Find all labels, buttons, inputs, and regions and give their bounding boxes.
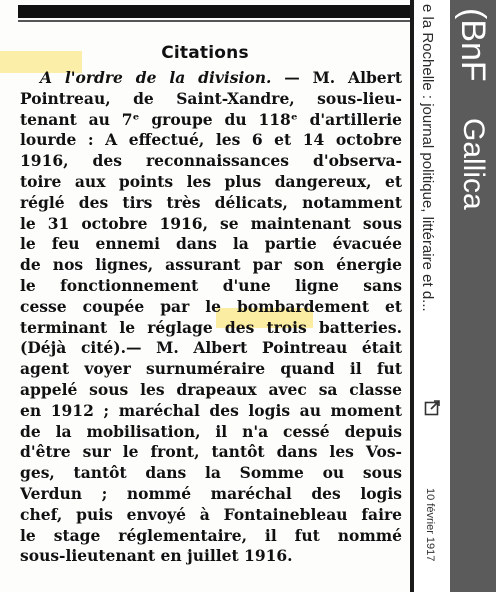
article-line: cesse coupée par le bombardement et: [20, 296, 402, 316]
article-line-1-rest: — M. Albert: [271, 68, 402, 87]
article-line: de nos lignes, assurant par son énergie: [20, 255, 402, 275]
article-line: terminant le réglage des trois batteries.: [20, 317, 402, 337]
article-title: Citations: [161, 43, 249, 63]
bnf-logo[interactable]: (BnF: [454, 8, 492, 82]
article-line: appelé sous les drapeaux avec sa classe: [20, 379, 402, 399]
header-rule-thin: [18, 20, 410, 22]
article-line: le fonctionnement d'une ligne sans: [20, 275, 402, 295]
article-line: le 31 octobre 1916, se maintenant sous: [20, 213, 402, 233]
article-line: Pointreau, de Saint-Xandre, sous-lieu-: [20, 88, 402, 108]
issue-date: 10 février 1917: [424, 488, 436, 562]
article-line: chef, puis envoyé à Fontainebleau faire: [20, 504, 402, 524]
article-line: toire aux points les plus dangereux, et: [20, 171, 402, 191]
article-line: 1916, des reconnaissances d'observa-: [20, 151, 402, 171]
gallica-logo[interactable]: Gallica: [457, 118, 490, 210]
article-line: (Déjà cité).— M. Albert Pointreau était: [20, 338, 402, 358]
share-icon[interactable]: [424, 398, 442, 416]
gallica-brand-bar: [450, 0, 496, 592]
gallica-side-panel: [414, 0, 496, 592]
article-line: réglé des tirs très délicats, notamment: [20, 192, 402, 212]
header-rule-thick: [18, 5, 410, 18]
article-line: Verdun ; nommé maréchal des logis: [20, 483, 402, 503]
article-line: sous-lieutenant en juillet 1916.: [20, 546, 293, 566]
article-line: en 1912 ; maréchal des logis au moment: [20, 400, 402, 420]
article-line-1-italic: A l'ordre de la division.: [40, 68, 272, 87]
article-line: lourde : A effectué, les 6 et 14 octobre: [20, 130, 402, 150]
article-line: agent voyer surnuméraire quand il fut: [20, 359, 402, 379]
article-line: tenant au 7ᵉ groupe du 118ᵉ d'artillerie: [20, 109, 402, 129]
article-line: de la mobilisation, il n'a cessé depuis: [20, 421, 402, 441]
article-line: d'être sur le front, tantôt dans les Vos-: [20, 442, 402, 462]
source-title-link[interactable]: e la Rochelle : journal politique, littéraire et d...: [419, 4, 436, 312]
article-line: le stage réglementaire, il fut nommé: [20, 525, 402, 545]
article-line: le feu ennemi dans la partie évacuée: [20, 234, 402, 254]
article-body: [20, 68, 402, 567]
article-line-1: [20, 68, 402, 89]
article-line: ges, tantôt dans la Somme ou sous: [20, 463, 402, 483]
